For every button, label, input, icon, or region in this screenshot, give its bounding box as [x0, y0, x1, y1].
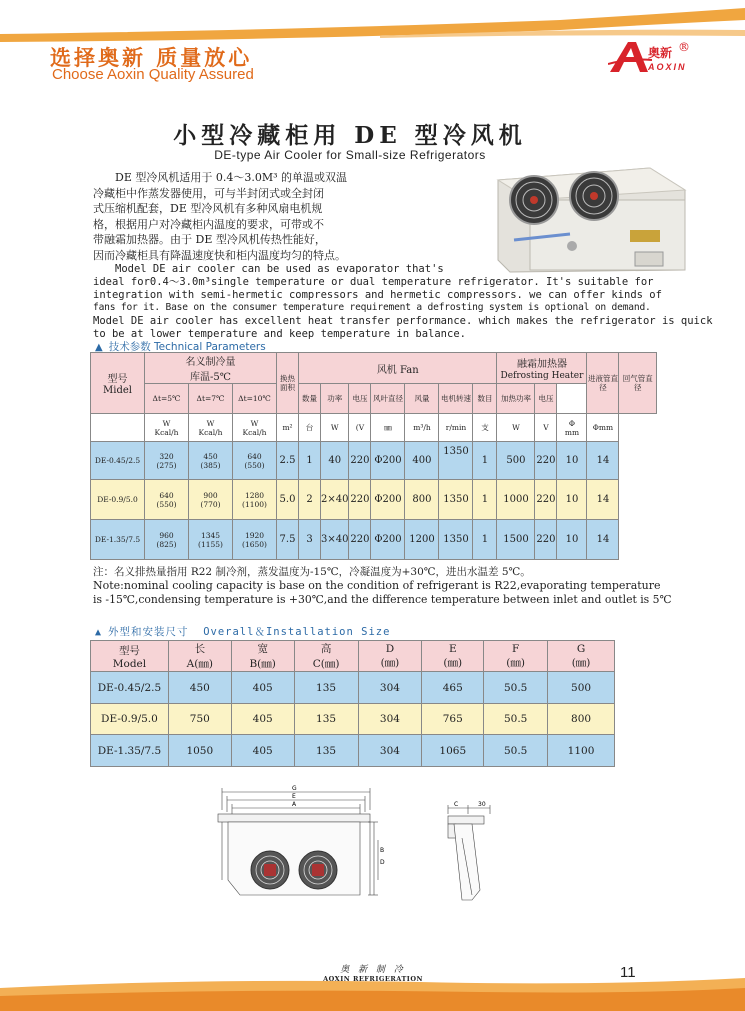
intro-en-line: integration with semi-hermetic compressors and hermetic compressors. we can offer kinds of	[93, 288, 662, 301]
col-heater-power: 加热功率	[497, 384, 535, 414]
size-table	[90, 640, 615, 767]
table-row: DE-1.35/7.5 1050 405 135 304 1065 50.5 1100	[91, 735, 615, 767]
note-english-2: is -15℃,condensing temperature is +30℃,and the difference temperature between inlet and outlet is 5℃	[93, 593, 672, 606]
table-row: DE-0.45/2.5 450 405 135 304 465 50.5 500	[91, 672, 615, 704]
triangle-bullet-icon: ▲	[95, 342, 103, 353]
tech-heading-en: Technical Parameters	[154, 341, 266, 353]
aoxin-logo-icon	[608, 40, 652, 74]
fan-grille-icon	[570, 172, 618, 220]
slogan-chinese: 选择奥新 质量放心	[50, 46, 253, 70]
note-block	[93, 565, 693, 607]
col-area: 换热面积	[277, 353, 299, 414]
page-number: 11	[620, 964, 636, 981]
logo-registered: ®	[678, 40, 690, 54]
fan-grille-icon	[299, 851, 337, 889]
product-image	[490, 160, 690, 280]
col-inlet: 进液管直径	[587, 353, 619, 414]
col-fan-voltage: 电压	[349, 384, 371, 414]
intro-en-line: Model DE air cooler can be used as evaporator that's	[115, 263, 444, 275]
footer-brand-cn: 奥 新 制 冷	[340, 965, 406, 975]
dim-label-a: A	[292, 801, 297, 808]
intro-cn-line: 冷藏柜中作蒸发器使用，可与半封闭式或全封闭	[93, 186, 324, 200]
footer-swoosh	[0, 976, 745, 1011]
size-heading-cn: 外型和安装尺寸	[108, 626, 189, 638]
intro-cn-line: 带融霜加热器。由于 DE 型冷风机传热性能好，	[93, 233, 326, 247]
col-dt7: Δt=7℃	[189, 384, 233, 414]
col-fan-power: 功率	[321, 384, 349, 414]
front-view-drawing	[210, 780, 385, 905]
table-row: DE-1.35/7.5 960 (825) 1345 (1155) 1920 (1650) 7.5 3 3×40 220 Φ200 1200 1350 1 1500 220 10 14	[91, 520, 657, 560]
col-fan-group: 风机 Fan	[299, 353, 497, 384]
units-row: W Kcal/h W Kcal/h W Kcal/h m² 台 W (V ㎜ m³/h r/min 支 W V Φ mm Φmm	[91, 414, 657, 442]
dim-label-b: B	[380, 847, 385, 854]
dim-label-c: C	[454, 801, 459, 808]
col-dt10: Δt=10℃	[233, 384, 277, 414]
slogan-english: Choose Aoxin Quality Assured	[52, 66, 254, 83]
intro-en-line: to be at lower temperature and keep temperature in balance.	[93, 327, 466, 340]
col-model: 型号 Midel	[91, 353, 145, 414]
dim-label-e: E	[292, 793, 296, 800]
size-heading-en: Overall＆Installation Size	[203, 626, 391, 638]
fan-grille-icon	[251, 851, 289, 889]
intro-cn-line: 格，根据用户对冷藏柜内温度的要求，可带或不	[93, 217, 324, 231]
table-row: DE-0.9/5.0 640 (550) 900 (770) 1280 (1100) 5.0 2 2×40 220 Φ200 800 1350 1 1000 220 10 14	[91, 480, 657, 520]
logo-chinese: 奥新	[648, 46, 673, 60]
intro-en-line: Model DE air cooler has excellent heat transfer performance. which makes the refrigerator is quick	[93, 314, 713, 327]
note-english-1: Note:nominal cooling capacity is base on the condition of refrigerant is R22,evaporating temperature	[93, 579, 661, 592]
footer-brand-en: AOXIN REFRIGERATION	[323, 975, 423, 983]
tech-params-table	[90, 352, 657, 560]
size-heading	[95, 624, 390, 639]
col-dt5: Δt=5℃	[145, 384, 189, 414]
size-header-row: 型号 Model 长 A(㎜) 宽 B(㎜) 高 C(㎜) D (㎜) E (㎜) F (㎜) G (㎜)	[91, 641, 615, 672]
fan-grille-icon	[510, 176, 558, 224]
tech-heading-cn: 技术参数	[108, 341, 151, 353]
col-fan-qty: 数量	[299, 384, 321, 414]
intro-cn-line: 式压缩机配套，DE 型冷风机有多种风扇电机规	[93, 202, 323, 216]
dim-label-30: 30	[478, 801, 486, 808]
side-view-drawing	[438, 800, 498, 910]
col-outlet: 回气管直径	[619, 353, 657, 414]
col-fan-speed: 电机转速	[439, 384, 473, 414]
intro-cn-line: 因而冷藏柜具有降温速度快和柜内温度均匀的特点。	[93, 248, 346, 262]
page-title-chinese: 小型冷藏柜用 DE 型冷风机	[173, 122, 527, 149]
intro-en-line: fans for it. Base on the consumer temperature requirement a defrosting system is optional on demand.	[93, 301, 651, 313]
intro-english	[93, 263, 713, 340]
intro-en-line: ideal for0.4～3.0m³single temperature or dual temperature refrigerator. It's suitable for	[93, 275, 654, 288]
brand-logo	[608, 38, 728, 78]
logo-english: AOXIN	[648, 62, 687, 72]
triangle-bullet-icon: ▲	[95, 627, 103, 638]
col-fan-airflow: 风量	[405, 384, 439, 414]
col-heater-voltage: 电压	[535, 384, 557, 414]
dim-label-d: D	[380, 859, 385, 866]
table-row: DE-0.9/5.0 750 405 135 304 765 50.5 800	[91, 704, 615, 735]
col-capacity: 名义制冷量 库温-5℃	[145, 353, 277, 384]
col-heater-group: 融霜加热器 Defrosting Heater	[497, 353, 587, 384]
note-chinese: 注：名义排热量指用 R22 制冷剂，蒸发温度为-15℃，冷凝温度为+30℃，进出水温差 5℃。	[93, 566, 531, 578]
table-row: DE-0.45/2.5 320 (275) 450 (385) 640 (550) 2.5 1 40 220 Φ200 400 1350 1 500 220 10 14	[91, 442, 657, 480]
intro-cn-line: DE 型冷风机适用于 0.4～3.0M³ 的单温或双温	[115, 171, 347, 184]
page-title-english: DE-type Air Cooler for Small-size Refrigerators	[214, 148, 486, 162]
dim-label-g: G	[292, 785, 297, 792]
col-fan-diameter: 风叶直径	[371, 384, 405, 414]
col-heater-qty: 数目	[473, 384, 497, 414]
intro-chinese	[93, 170, 423, 264]
